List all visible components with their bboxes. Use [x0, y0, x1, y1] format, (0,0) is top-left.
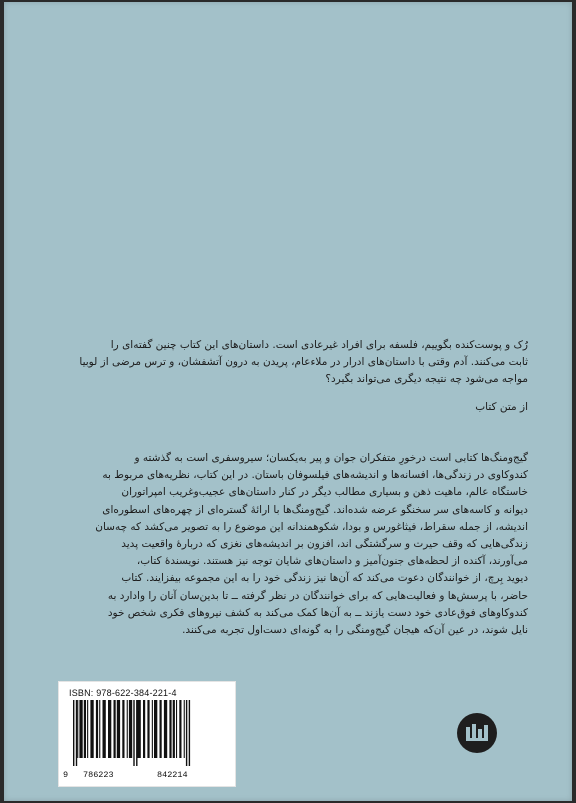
isbn-label: ISBN: 978-622-384-221-4	[69, 688, 177, 698]
back-cover	[4, 2, 572, 801]
description-line: دیوانه و کاسه‌های سر سخنگو عرضه شده‌اند. گیج‌ومنگ‌ها با ارائهٔ گستره‌ای از چهره‌های اسطوره‌ای	[102, 503, 528, 516]
isbn-barcode-box	[58, 681, 236, 787]
barcode-digit-first: 9	[63, 770, 69, 780]
description-line: حاضر، با پرسش‌ها و فعالیت‌هایی که برای خوانندگان در نظر گرفته ــ تا بدین‌سان آنان را وادارد به	[107, 589, 528, 602]
barcode-digits-right: 842214	[157, 770, 188, 780]
description-line: زندگی‌هایی که وقف حیرت و سرگشتگی اند، افزون بر اندیشه‌های نغزی که دربارهٔ واقعیت پدید	[121, 538, 528, 551]
quote-line: رُک و پوست‌کنده بگوییم، فلسفه برای افراد غیرعادی است. داستان‌های این کتاب چنین گفته‌ای را	[110, 339, 528, 351]
barcode-digits-left: 786223	[83, 770, 114, 780]
description-line: نایل شوند، در عین آن‌که هیجان گیج‌ومنگی را به گونه‌ای دست‌اول تجربه می‌کنند.	[182, 624, 528, 637]
description-line: کندوکاوهای فوق‌عادی خود دست یازند ــ به آن‌ها کمک می‌کند به کشف نیروهای فکری شخص خود	[107, 606, 528, 619]
description-line: گیج‌ومنگ‌ها کتابی است درخورِ متفکران جوان و پیر به‌یکسان؛ سیروسفری است به گذشته و	[134, 452, 528, 464]
book-quote	[48, 337, 528, 416]
description-line: اندیشه، از جمله سقراط، فیثاغورس و بودا، شکوهمندانه این موضوع را به تصویر می‌کشد که چه‌سان	[95, 520, 528, 533]
description-line: دیوید بِرچ، از خوانندگان دعوت می‌کند که آن‌ها نیز زندگی خود را به این مجموعه بیفزایند. کتاب	[121, 572, 528, 585]
description-line: خاستگاه عالم، ماهیت ذهن و بسیاری مطالب دیگر در کنار داستان‌های عجیب‌وغریب امپراتوران	[121, 486, 528, 499]
book-description	[48, 450, 528, 639]
description-line: می‌آورند، آکنده از لحظه‌های جنون‌آمیز و داستان‌های شایان توجه نیز هستند. نویسندهٔ کتاب،	[136, 555, 528, 568]
quote-source: از متن کتاب	[475, 400, 528, 413]
publisher-logo-icon	[457, 713, 497, 753]
description-line: کندوکاوی در زندگی‌ها، افسانه‌ها و اندیشه‌های فیلسوفان باستان. در این کتاب، نظریه‌های مربوط به	[102, 469, 528, 482]
barcode-icon	[73, 700, 223, 766]
quote-line: ثابت می‌کنند. آدم وقتی با داستان‌های ادرار در ملاءعام، پریدن به درون آتشفشان، و ترس مرضی از لوبیا	[79, 356, 528, 369]
quote-line: مواجه می‌شود چه نتیجه دیگری می‌تواند بگیرد؟	[325, 373, 528, 386]
